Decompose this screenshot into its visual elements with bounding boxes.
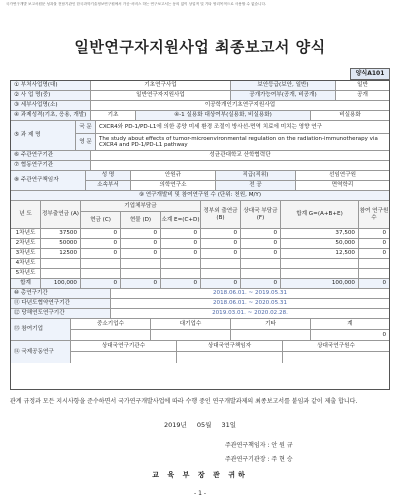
- label-international: ⑭ 국제공동연구: [11, 341, 71, 363]
- label-security: 보안등급(보안, 일반): [231, 81, 336, 90]
- budget-subtotal: 0: [161, 249, 201, 258]
- label-program: ① 부처사업명(대): [11, 81, 91, 90]
- budget-subtotal: 0: [161, 229, 201, 238]
- budget-people: 0: [382, 230, 386, 237]
- row-pi: [11, 171, 389, 191]
- header-cash: 현금 (C): [81, 212, 121, 228]
- label-korean: 국 문: [76, 121, 96, 134]
- budget-other: [241, 269, 281, 278]
- header-year: 년 도: [11, 201, 41, 228]
- row-nature: [11, 111, 389, 121]
- page-number: - 1 -: [194, 490, 206, 497]
- budget-inkind: 0: [121, 239, 161, 248]
- value-english-title: The study about effects of tumor-microenvironmental regulation on the radiation-immunotherapy via CXCR4 and PD-1/PD-L1 pathway: [99, 135, 378, 148]
- budget-year: 2차년도: [11, 239, 41, 248]
- header-large: 대기업수: [151, 319, 231, 330]
- budget-row: [11, 239, 389, 249]
- budget-row: [11, 259, 389, 269]
- budget-total-local: 0: [201, 279, 241, 288]
- budget-gov: 37500: [41, 229, 81, 238]
- budget-year: 1차년도: [11, 229, 41, 238]
- value-company-total: 0: [382, 331, 386, 338]
- form-number-badge: 양식A101: [350, 68, 390, 80]
- label-english: 영 문: [76, 134, 96, 150]
- value-name: 안원규: [131, 171, 216, 181]
- budget-inkind: [121, 259, 161, 268]
- value-practical: 비실용화: [339, 112, 361, 119]
- budget-year: 5차년도: [11, 269, 41, 278]
- copyright-notice: 국가연구개발 보고서원문 성과물 전담기관인 한국과학기술정보연구원에서 가공·서비스 하는 연구보고서는 동의 없이 상업적 및 기타 영리목적으로 사용할 수 없습니다.: [6, 2, 267, 6]
- value-position: 선임연구원: [296, 171, 389, 181]
- row-detail: [11, 101, 389, 111]
- budget-inkind: 0: [121, 249, 161, 258]
- header-other-company: 기타: [231, 319, 311, 330]
- date-year: 2019년: [163, 421, 187, 429]
- date-day: 31일: [221, 421, 237, 429]
- label-practical: ④-1 실용화 대상여부(실용화, 비실용화): [136, 111, 311, 120]
- row-collab: [11, 161, 389, 171]
- budget-subtotal: 0: [161, 239, 201, 248]
- value-security: 일반: [357, 82, 368, 89]
- value-program: 기초연구사업: [91, 81, 231, 90]
- row-sub-program: [11, 91, 389, 101]
- budget-total-total: 100,000: [281, 279, 359, 288]
- budget-total: 37,500: [281, 229, 359, 238]
- submission-statement: 관계 규정과 모든 지시사항을 준수하면서 국가연구개발사업에 따라 수행 중인 연구개발과제의 최종보고서를 붙임과 같이 제출 합니다.: [10, 398, 358, 405]
- budget-total-people: 0: [382, 280, 386, 287]
- header-intl-count: 상대국연구원수: [283, 341, 389, 352]
- budget-total-cash: 0: [81, 279, 121, 288]
- value-disclosure: 공개: [357, 92, 368, 99]
- header-local: 정부외 출연금 (B): [201, 201, 241, 228]
- label-total-period: ⑩ 총연구기간: [11, 289, 111, 298]
- submission-date: [0, 420, 400, 429]
- header-people: 참여 연구원수: [359, 201, 389, 228]
- header-subtotal: 소계 E=(C+D): [161, 212, 201, 228]
- value-intl-pi: [177, 352, 283, 363]
- budget-total-year: 합계: [11, 279, 41, 288]
- budget-gov: [41, 269, 81, 278]
- header-intl-institutions: 상대국연구기관수: [71, 341, 177, 352]
- header-intl-pi: 상대국연구책임자: [177, 341, 283, 352]
- budget-total-other: 0: [241, 279, 281, 288]
- budget-other: 0: [241, 239, 281, 248]
- row-project-title: [11, 121, 389, 151]
- budget-cash: [81, 269, 121, 278]
- report-form-table: [10, 80, 390, 390]
- header-inkind: 현물 (D): [121, 212, 161, 228]
- label-host: ⑥ 주관연구기관: [11, 151, 91, 160]
- value-dept: 의학연구소: [131, 181, 216, 190]
- header-total: 합계 G=(A+B+E): [281, 201, 359, 228]
- budget-total: [281, 269, 359, 278]
- budget-cash: 0: [81, 249, 121, 258]
- row-total-period: [11, 289, 389, 299]
- budget-subtotal: [161, 269, 201, 278]
- budget-total-inkind: 0: [121, 279, 161, 288]
- budget-total-subtotal: 0: [161, 279, 201, 288]
- label-pi: ⑧ 주관연구책임자: [11, 171, 86, 190]
- budget-other: 0: [241, 229, 281, 238]
- row-program: [11, 81, 389, 91]
- budget-other: 0: [241, 249, 281, 258]
- header-company-total: 계: [311, 319, 389, 330]
- value-intl-institutions: [71, 352, 177, 363]
- budget-gov: 50000: [41, 239, 81, 248]
- budget-local: [201, 269, 241, 278]
- budget-local: 0: [201, 229, 241, 238]
- page-title: 일반연구자지원사업 최종보고서 양식: [74, 38, 326, 56]
- value-other-company: [231, 330, 311, 340]
- budget-total: [281, 259, 359, 268]
- value-phase-period: 2018.06.01. ~ 2020.05.31: [212, 300, 288, 307]
- budget-section-label: ⑨ 연구개발비 및 참여연구원 수 (단위: 천원, M/Y): [11, 191, 389, 200]
- budget-row: [11, 229, 389, 239]
- budget-year: 4차년도: [11, 259, 41, 268]
- label-name: 성 명: [86, 171, 131, 181]
- label-position: 직급(직위): [216, 171, 296, 181]
- label-major: 전 공: [216, 181, 296, 190]
- signature-head: 주관연구기관장 : 주 현 승: [225, 456, 293, 463]
- budget-local: 0: [201, 249, 241, 258]
- label-detail: ③ 세부사업명(소): [11, 101, 91, 110]
- addressee: 교 육 부 장 관 귀하: [152, 471, 248, 479]
- row-current-period: [11, 309, 389, 319]
- budget-row: [11, 249, 389, 259]
- label-participants: ⑬ 참여기업: [11, 319, 71, 340]
- budget-people: [359, 259, 389, 268]
- budget-total-row: [11, 279, 389, 289]
- date-month: 05월: [196, 421, 212, 429]
- label-disclosure: 공개가능여부(공개, 비공개): [231, 91, 336, 100]
- value-major: 면역학리: [331, 182, 354, 189]
- value-total-period: 2018.06.01. ~ 2019.05.31: [212, 290, 288, 297]
- value-intl-count: [283, 352, 389, 363]
- label-dept: 소속부서: [86, 181, 131, 190]
- budget-gov: 12500: [41, 249, 81, 258]
- budget-other: [241, 259, 281, 268]
- value-sub-program: 일반연구자지원사업: [91, 91, 231, 100]
- budget-cash: 0: [81, 229, 121, 238]
- label-collab: ⑦ 협동연구기관: [11, 161, 91, 170]
- budget-people: 0: [382, 240, 386, 247]
- budget-total-gov: 100,000: [41, 279, 81, 288]
- row-budget-headers: [11, 201, 389, 229]
- budget-subtotal: [161, 259, 201, 268]
- budget-local: 0: [201, 239, 241, 248]
- value-host: 성균관대학교 산학협력단: [209, 152, 271, 159]
- budget-local: [201, 259, 241, 268]
- budget-total: 50,000: [281, 239, 359, 248]
- header-sme: 중소기업수: [71, 319, 151, 330]
- header-other: 상대국 부담금 (F): [241, 201, 281, 228]
- header-company: 기업체부담금: [81, 201, 201, 212]
- row-international: [11, 341, 389, 363]
- header-gov: 정부출연금 (A): [41, 201, 81, 228]
- value-sme: [71, 330, 151, 340]
- label-sub-program: ② 사 업 명(중): [11, 91, 91, 100]
- budget-row: [11, 269, 389, 279]
- budget-cash: 0: [81, 239, 121, 248]
- row-phase-period: [11, 299, 389, 309]
- budget-total: 12,500: [281, 249, 359, 258]
- budget-people: [359, 269, 389, 278]
- label-phase-period: ⑪ 다년도협약연구기간: [11, 299, 111, 308]
- label-nature: ④ 과제성격(기초, 응용, 개발): [11, 111, 91, 120]
- budget-people: 0: [382, 250, 386, 257]
- value-large: [151, 330, 231, 340]
- budget-gov: [41, 259, 81, 268]
- value-current-period: 2019.03.01. ~ 2020.02.28.: [212, 310, 288, 317]
- value-korean-title: CXCR4와 PD-1/PD-L1에 의한 종양 미세 환경 조절이 방사선-면역 치료에 미치는 영향 연구: [96, 121, 389, 134]
- row-budget-section: [11, 191, 389, 201]
- budget-inkind: [121, 269, 161, 278]
- budget-inkind: 0: [121, 229, 161, 238]
- value-detail: 이공학개인기초연구지원사업: [204, 102, 276, 109]
- row-host: [11, 151, 389, 161]
- budget-cash: [81, 259, 121, 268]
- signature-pi: 주관연구책임자 : 안 원 규: [225, 442, 293, 449]
- row-participants: [11, 319, 389, 341]
- value-nature: 기초: [91, 111, 136, 120]
- budget-year: 3차년도: [11, 249, 41, 258]
- label-current-period: ⑫ 당해연도연구기간: [11, 309, 111, 318]
- value-collab: [91, 161, 389, 170]
- label-project-title: ⑤ 과 제 명: [11, 121, 76, 150]
